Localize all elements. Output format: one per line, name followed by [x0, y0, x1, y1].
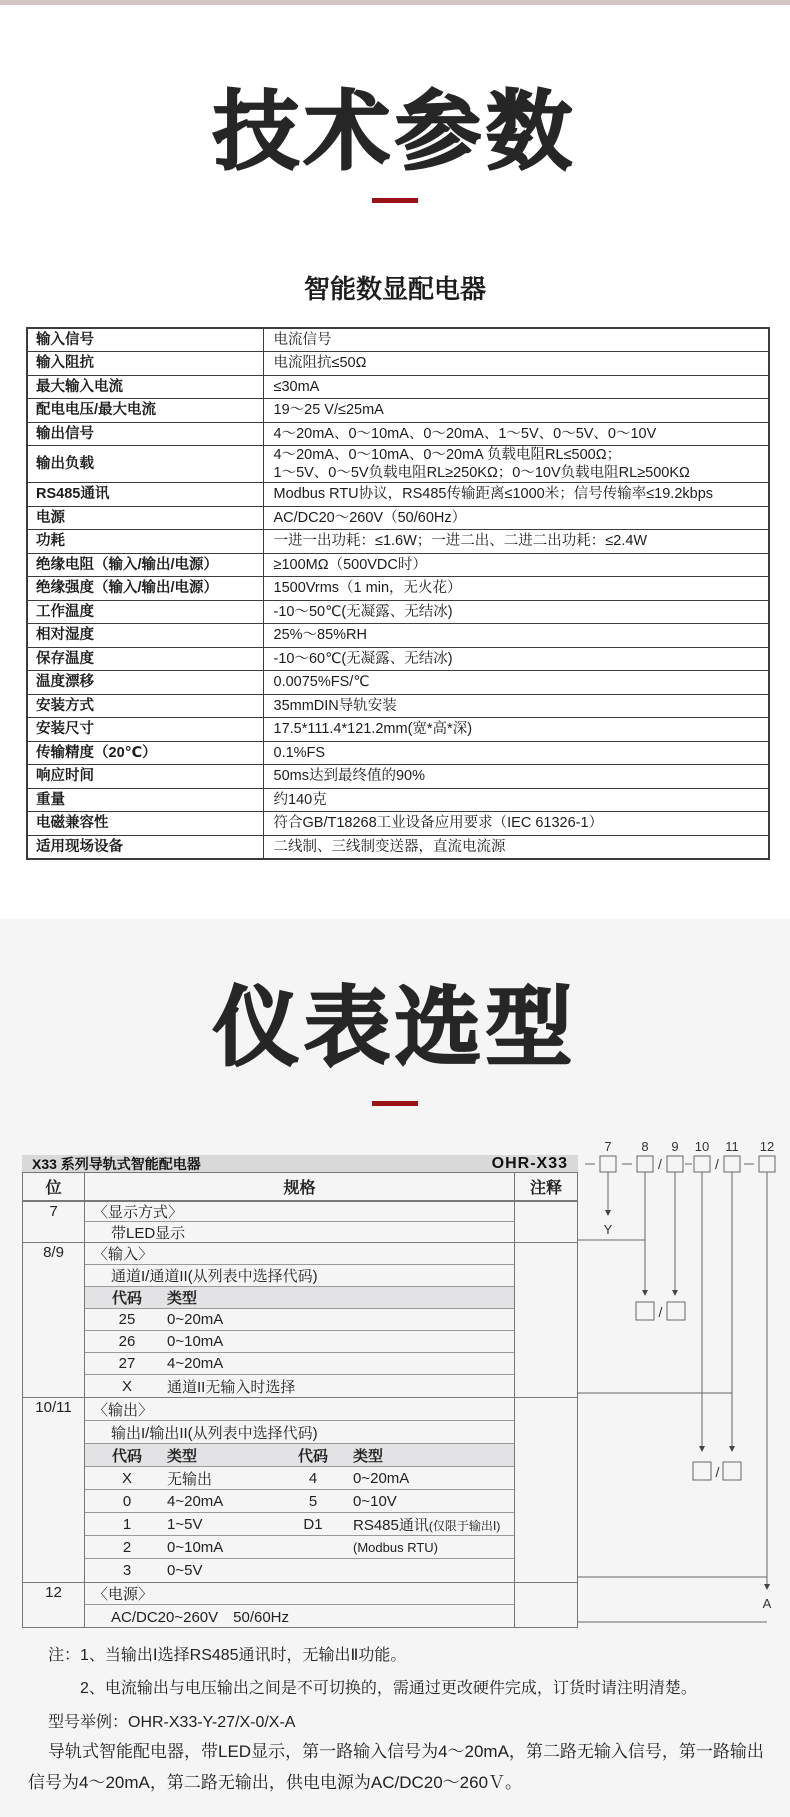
spec-row	[27, 375, 769, 399]
spec-label: 输入信号	[27, 328, 263, 352]
spec-value: 50ms达到最终值的90%	[263, 765, 769, 789]
input-code-box	[667, 1302, 685, 1320]
note-cell	[515, 1398, 577, 1582]
spec-value: 电流阻抗≤50Ω	[263, 352, 769, 376]
digit-label: 7	[604, 1139, 612, 1154]
spec-value: -10～60℃(无凝露、无结冰)	[263, 647, 769, 671]
pos-cell: 12	[23, 1583, 85, 1627]
spec-label: 最大输入电流	[27, 375, 263, 399]
spec-value: 0.1%FS	[263, 741, 769, 765]
spec-label: 绝缘强度（输入/输出/电源）	[27, 577, 263, 601]
model-example: 型号举例：OHR-X33-Y-27/X-0/X-A	[48, 1714, 296, 1731]
code-box	[600, 1156, 616, 1172]
code-type-header: 代码 类型	[85, 1287, 514, 1309]
spec-row	[27, 328, 769, 352]
slash-separator: /	[658, 1304, 663, 1320]
spec-value: 35mmDIN导轨安装	[263, 694, 769, 718]
model-description: 导轨式智能配电器，带LED显示，第一路输入信号为4～20mA，第二路无输入信号，第一路输出信号为4～20mA，第二路无输出，供电电源为AC/DC20～260Ｖ。	[28, 1742, 764, 1792]
code-row: 3 0~5V	[122, 1562, 203, 1579]
selection-band	[22, 1155, 578, 1172]
spec-row	[27, 553, 769, 577]
output-code-box	[723, 1462, 741, 1480]
spec-subrow: AC/DC20~260V 50/60Hz	[111, 1608, 290, 1626]
spec-label: 输入阻抗	[27, 352, 263, 376]
selection-table	[22, 1155, 578, 1628]
spec-label: 绝缘电阻（输入/输出/电源）	[27, 553, 263, 577]
spec-subrow: 〈电源〉	[85, 1583, 514, 1605]
spec-row	[27, 422, 769, 446]
rs485-cell: RS485通讯(仅限于输出Ⅰ)	[353, 1516, 501, 1534]
spec-label: 传输精度（20℃）	[27, 741, 263, 765]
input-code-box	[636, 1302, 654, 1320]
display-code-label: Y	[603, 1222, 613, 1237]
header-spec: 规格	[85, 1173, 515, 1200]
footnote-2: 2、电流输出与电压输出之间是不可切换的，需通过更改硬件完成，订货时请注明清楚。	[80, 1680, 697, 1697]
spec-row	[27, 671, 769, 695]
spec-subrow: 通道I/通道II(从列表中选择代码)	[85, 1265, 514, 1287]
spec-label: 配电电压/最大电流	[27, 399, 263, 423]
spec-label: 电磁兼容性	[27, 812, 263, 836]
spec-value: Modbus RTU协议，RS485传输距离≤1000米；信号传输率≤19.2kbps	[263, 483, 769, 507]
spec-subrow: 〈显示方式〉	[85, 1202, 514, 1222]
code-row: 1 1~5V D1 RS485通讯(仅限于输出Ⅰ)	[85, 1513, 514, 1536]
code-row: X 无输出 4 0~20mA	[85, 1467, 514, 1490]
spec-value: 19～25 V/≤25mA	[263, 399, 769, 423]
spec-value: 符合GB/T18268工业设备应用要求（IEC 61326-1）	[263, 812, 769, 836]
spec-label: 重量	[27, 788, 263, 812]
pos-cell: 8/9	[23, 1243, 85, 1397]
note-cell	[515, 1583, 577, 1627]
spec-value: 0.0075%FS/℃	[263, 671, 769, 695]
spec-row	[27, 624, 769, 648]
note-cell	[515, 1202, 577, 1242]
spec-value: 25%～85%RH	[263, 624, 769, 648]
spec-label: 响应时间	[27, 765, 263, 789]
spec-value: ≤30mA	[263, 375, 769, 399]
code-box	[724, 1156, 740, 1172]
spec-label: 相对湿度	[27, 624, 263, 648]
code-box	[667, 1156, 683, 1172]
slash-separator: /	[715, 1156, 719, 1172]
spec-row	[27, 600, 769, 624]
series-title: X33 系列导轨式智能配电器	[32, 1155, 201, 1172]
spec-label: 电源	[27, 506, 263, 530]
spec-label: 安装方式	[27, 694, 263, 718]
spec-subrow: 〈输出〉	[85, 1398, 514, 1421]
code-box	[694, 1156, 710, 1172]
page-title-tech-params: 技术参数	[213, 84, 577, 180]
section-pos10-11	[23, 1397, 577, 1582]
spec-row	[27, 483, 769, 507]
spec-row	[27, 718, 769, 742]
header-pos: 位	[23, 1173, 85, 1200]
spec-value: 1500Vrms（1 min，无火花）	[263, 577, 769, 601]
note-cell	[515, 1243, 577, 1397]
code-box	[637, 1156, 653, 1172]
spec-label: 保存温度	[27, 647, 263, 671]
spec-row	[27, 352, 769, 376]
rs485-limit-note: (仅限于输出Ⅰ)	[428, 1518, 501, 1533]
spec-row	[27, 835, 769, 859]
code-row: 0 4~20mA 5 0~10V	[85, 1490, 514, 1513]
code-row: X 通道II无输入时选择	[121, 1377, 296, 1396]
output-code-box	[693, 1462, 711, 1480]
spec-row	[27, 788, 769, 812]
spec-value: -10～50℃(无凝露、无结冰)	[263, 600, 769, 624]
spec-label: 功耗	[27, 530, 263, 554]
spec-row	[27, 446, 769, 483]
spec-label: 安装尺寸	[27, 718, 263, 742]
spec-value: 二线制、三线制变送器，直流电流源	[263, 835, 769, 859]
product-subtitle: 智能数显配电器	[303, 274, 486, 304]
spec-table	[26, 327, 770, 860]
spec-subrow: 带LED显示	[111, 1224, 186, 1242]
section-pos12	[23, 1582, 577, 1627]
red-divider	[372, 1101, 418, 1106]
spec-row	[27, 812, 769, 836]
digit-label: 8	[641, 1139, 649, 1154]
spec-label: 温度漂移	[27, 671, 263, 695]
modbus-rtu-note: (Modbus RTU)	[353, 1539, 439, 1555]
spec-row	[27, 694, 769, 718]
spec-value: ≥100MΩ（500VDC时）	[263, 553, 769, 577]
footnote-1: 注：1、当输出Ⅰ选择RS485通讯时，无输出Ⅱ功能。	[48, 1647, 407, 1664]
spec-row	[27, 577, 769, 601]
slash-separator: /	[658, 1156, 662, 1172]
power-code-label: A	[762, 1596, 772, 1611]
spec-row	[27, 741, 769, 765]
digit-label: 9	[671, 1139, 679, 1154]
digit-label: 10	[694, 1139, 710, 1154]
spec-subrow: 〈输入〉	[85, 1243, 514, 1265]
top-accent-strip	[0, 0, 790, 5]
spec-value: AC/DC20～260V（50/60Hz）	[263, 506, 769, 530]
spec-value: 17.5*111.4*121.2mm(宽*高*深)	[263, 718, 769, 742]
code-row: 27 4~20mA	[85, 1353, 514, 1375]
spec-row	[27, 647, 769, 671]
page-title-model-selection: 仪表选型	[213, 980, 577, 1076]
code-row: 25 0~20mA	[85, 1309, 514, 1331]
spec-row	[27, 765, 769, 789]
pos-cell: 7	[23, 1202, 85, 1242]
spec-row	[27, 399, 769, 423]
model-code: OHR-X33	[491, 1154, 568, 1172]
spec-value: 4～20mA、0～10mA、0～20mA、1～5V、0～5V、0～10V	[263, 422, 769, 446]
spec-value: 4～20mA、0～10mA、0～20mA 负载电阻RL≤500Ω； 1～5V、0～5V负载电阻RL≥250KΩ；0～10V负载电阻RL≥500KΩ	[263, 446, 769, 483]
slash-separator: /	[715, 1464, 720, 1480]
spec-value: 约140克	[263, 788, 769, 812]
section-pos7	[23, 1201, 577, 1242]
spec-value: 一进一出功耗：≤1.6W；一进二出、二进二出功耗：≤2.4W	[263, 530, 769, 554]
pos-cell: 10/11	[23, 1398, 85, 1582]
code-type-header: 代码 类型 代码 类型	[85, 1444, 514, 1467]
code-box	[759, 1156, 775, 1172]
header-note: 注释	[529, 1180, 562, 1197]
digit-label: 12	[759, 1139, 775, 1154]
spec-label: 输出信号	[27, 422, 263, 446]
code-row: 26 0~10mA	[85, 1331, 514, 1353]
spec-row	[27, 506, 769, 530]
spec-label: 工作温度	[27, 600, 263, 624]
spec-subrow: 输出I/输出II(从列表中选择代码)	[85, 1421, 514, 1444]
spec-label: 输出负载	[27, 446, 263, 483]
spec-label: RS485通讯	[27, 483, 263, 507]
red-divider	[372, 198, 418, 203]
section-pos8-9	[23, 1242, 577, 1397]
code-row: 2 0~10mA (Modbus RTU)	[85, 1536, 514, 1559]
digit-label: 11	[725, 1139, 739, 1154]
selection-header-row	[22, 1172, 578, 1200]
spec-label: 适用现场设备	[27, 835, 263, 859]
model-code-diagram	[578, 1130, 790, 1630]
spec-row	[27, 530, 769, 554]
spec-value: 电流信号	[263, 328, 769, 352]
